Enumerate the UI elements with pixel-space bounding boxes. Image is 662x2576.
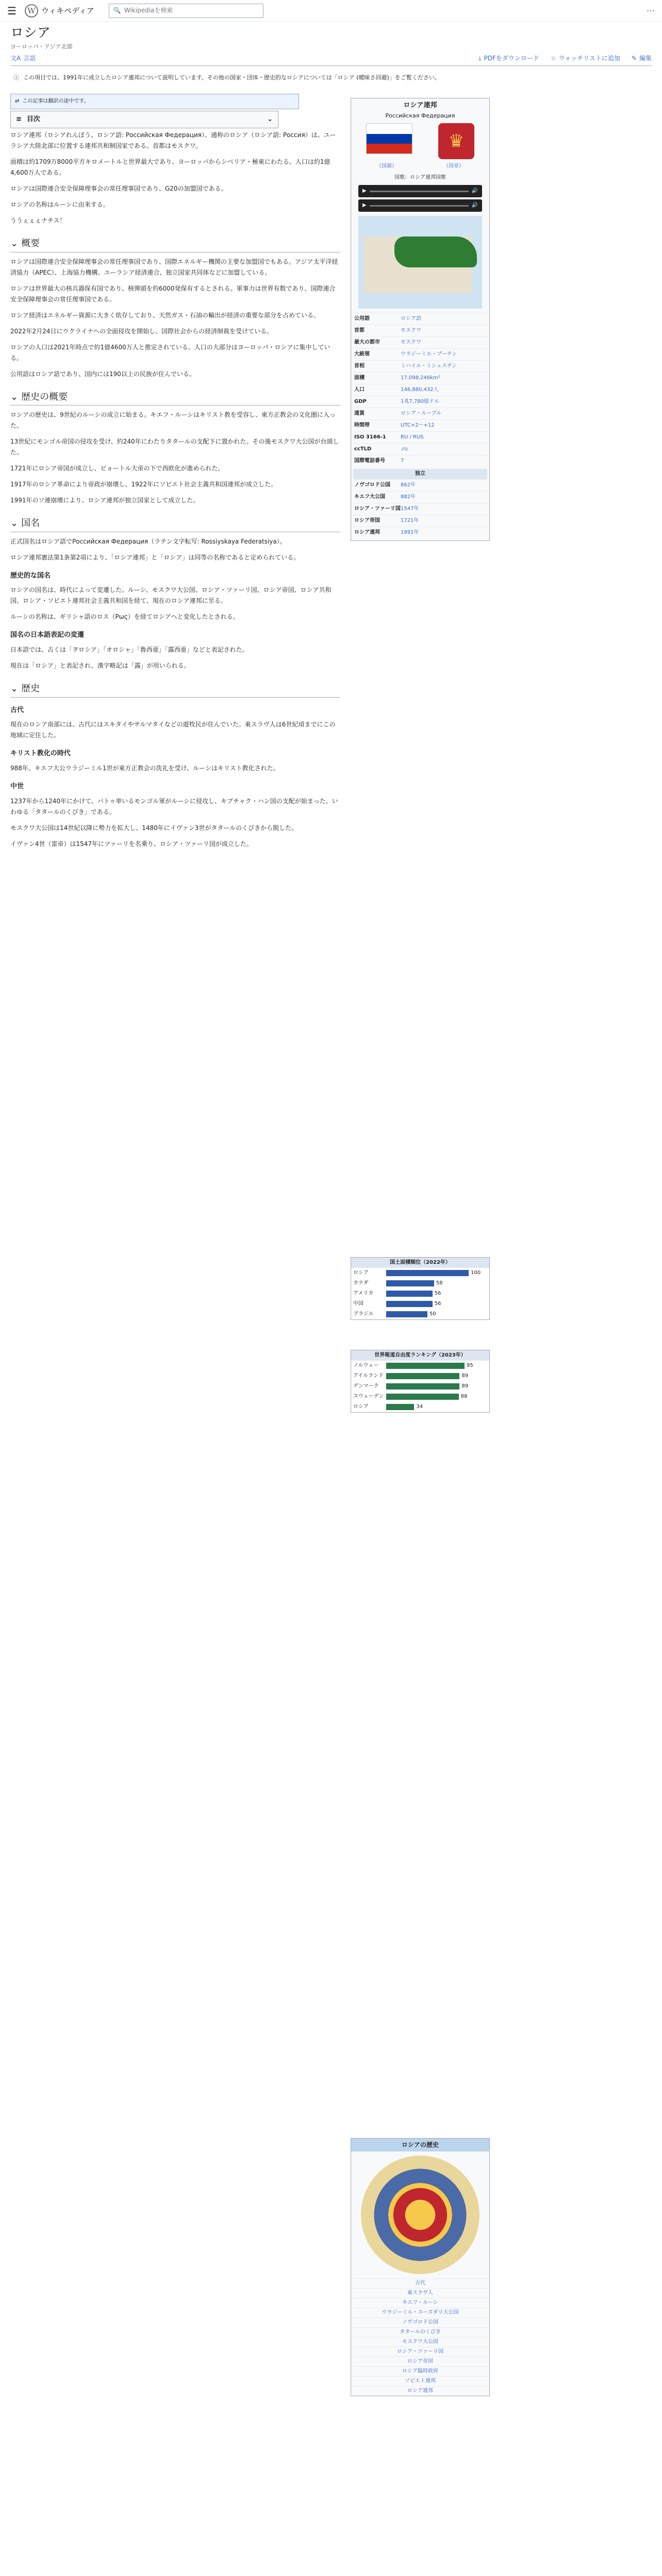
- infobox-row-label: 首都: [354, 328, 365, 334]
- ranking-bar: [386, 1301, 433, 1307]
- ranking-value: 50: [429, 1311, 436, 1317]
- infobox-row: [353, 503, 487, 515]
- emblem-caption[interactable]: （国章）: [443, 163, 464, 170]
- flag-image[interactable]: [366, 123, 412, 154]
- infobox-row-label: ロシア連邦: [354, 530, 380, 536]
- paragraph: ロシアの国名は、時代によって変遷した。ルーシ、モスクワ大公国、ロシア・ツァーリ国、ロシア帝国、ロシア共和国、ロシア・ソビエト連邦社会主義共和国を経て、現在のロシア連邦に至る。: [10, 586, 332, 605]
- subsection-heading-kievan: キリスト教化の時代: [10, 750, 71, 758]
- ranking-bar: [386, 1311, 427, 1317]
- infobox-row: [353, 313, 487, 325]
- ranking-country[interactable]: ロシア: [353, 1270, 369, 1276]
- ranking-country[interactable]: カナダ: [353, 1280, 369, 1286]
- site-name: ウィキペディア: [41, 6, 94, 15]
- infobox-row-value[interactable]: 17,098,246km²: [401, 375, 440, 381]
- independence-header: 独立: [353, 469, 487, 479]
- infobox-row-value[interactable]: ウラジーミル・プーチン: [401, 351, 457, 358]
- infobox-row: [353, 348, 487, 360]
- history-box-title: ロシアの歴史: [351, 2139, 489, 2151]
- info-icon: ⓘ: [13, 74, 19, 81]
- infobox-rows: [353, 313, 487, 467]
- infobox-row: [353, 431, 487, 443]
- infobox-row: [353, 479, 487, 491]
- search-placeholder: Wikipediaを検索: [124, 6, 173, 14]
- ranking-country[interactable]: アイルランド: [353, 1373, 384, 1379]
- volume-icon[interactable]: 🔊: [471, 188, 478, 194]
- more-icon[interactable]: ⋯: [647, 5, 655, 15]
- pdf-download-button[interactable]: ⤓ PDFをダウンロード: [478, 54, 539, 63]
- history-box-link[interactable]: タタールのくびき: [351, 2327, 489, 2337]
- infobox-row-value[interactable]: 1991年: [401, 530, 419, 536]
- history-box-link[interactable]: ウラジーミル・スーズダリ大公国: [351, 2308, 489, 2317]
- ranking-value: 58: [436, 1280, 443, 1286]
- infobox-row-value[interactable]: 882年: [401, 494, 416, 500]
- country-infobox: [351, 98, 490, 541]
- disambiguation-notice: ⓘ この項目では、1991年に成立したロシア連邦について説明しています。その他の国家・団体・歴史的なロシアについては「ロシア (曖昧さ回避)」をご覧ください。: [10, 71, 652, 84]
- page-title: ロシア: [10, 25, 51, 41]
- ranking-row: [351, 1268, 489, 1278]
- infobox-row-value[interactable]: 862年: [401, 482, 416, 488]
- edit-button[interactable]: ✎ 編集: [632, 54, 652, 63]
- intro-paragraph: ロシア連邦（ロシアれんぽう、ロシア語: Российская Федерация）、通称のロシア（ロシア語: Россия）は、ユーラシア大陸北部に位置する連邦共和制国家である。首都はモスクワ。: [10, 131, 336, 149]
- ranking-country[interactable]: アメリカ: [353, 1291, 374, 1296]
- ranking-row: [351, 1371, 489, 1381]
- wikipedia-globe-icon: W: [25, 4, 38, 18]
- list-icon: ≡: [16, 115, 22, 123]
- download-icon: ⤓: [478, 54, 482, 62]
- languages-button[interactable]: 文A 言語: [10, 54, 36, 63]
- ranking-bar: [386, 1270, 469, 1276]
- pencil-icon: ✎: [631, 54, 637, 62]
- paragraph: ロシアの人口は2021年時点で約1億4600万人と推定されている。人口の大部分はヨーロッパ・ロシアに集中している。: [10, 343, 330, 362]
- search-icon: 🔍: [113, 6, 121, 14]
- infobox-row: [353, 384, 487, 396]
- ranking-row: [351, 1289, 489, 1299]
- chevron-icon: ⌄: [10, 391, 19, 402]
- infobox-row-value[interactable]: UTC+2～+12: [401, 422, 435, 429]
- history-box-link[interactable]: モスクワ大公国: [351, 2337, 489, 2347]
- ranking-value: 89: [461, 1373, 469, 1379]
- infobox-row-value[interactable]: モスクワ: [401, 328, 421, 334]
- ranking-bar: [386, 1383, 459, 1389]
- chevron-down-icon: ⌄: [267, 115, 273, 123]
- infobox-row-label: キエフ大公国: [354, 494, 385, 500]
- translate-icon: ⇄: [15, 98, 20, 104]
- paragraph: イヴァン4世（雷帝）は1547年にツァーリを名乗り、ロシア・ツァーリ国が成立した。: [10, 840, 253, 848]
- location-map[interactable]: [358, 216, 482, 309]
- search-input[interactable]: [109, 4, 263, 18]
- title-block: [10, 25, 652, 51]
- ranking-row: [351, 1392, 489, 1402]
- paragraph: ルーシの名称は、ギリシャ語のロス（Ρως）を経てロシアへと変化したとされる。: [10, 613, 239, 621]
- section-heading-country-name[interactable]: ⌄ 国名: [10, 515, 340, 532]
- infobox-row-label: GDP: [354, 399, 367, 405]
- table-of-contents[interactable]: ≡ 目次 ⌄: [10, 111, 278, 128]
- infobox-row-label: 大統領: [354, 351, 370, 358]
- play-icon[interactable]: ▶: [362, 202, 367, 209]
- infobox-row-label: ロシア・ツァーリ国: [354, 506, 401, 512]
- ranking-value: 88: [460, 1394, 468, 1399]
- infobox-row-label: ISO 3166-1: [354, 434, 386, 440]
- paragraph: 現在は「ロシア」と表記され、漢字略記は「露」が用いられる。: [10, 662, 190, 669]
- section-heading-history-overview[interactable]: ⌄ 歴史の概要: [10, 389, 340, 406]
- history-box-link[interactable]: ロシア・ツァーリ国: [351, 2347, 489, 2357]
- paragraph: 日本語では、古くは「ヲロシア」「オロシャ」「魯西亜」「露西亜」などと表記された。: [10, 646, 249, 653]
- audio-player[interactable]: [358, 185, 482, 197]
- history-box-link[interactable]: ロシア臨時政府: [351, 2366, 489, 2376]
- ranking-bar: [386, 1291, 433, 1297]
- audio-progress[interactable]: [370, 205, 469, 207]
- paragraph: ロシア経済はエネルギー資源に大きく依存しており、天然ガス・石油の輸出が経済の重要な部分を占めている。: [10, 311, 320, 319]
- infobox-row-label: 最大の都市: [354, 340, 380, 346]
- paragraph: モスクワ大公国は14世紀以降に勢力を拡大し、1480年にイヴァン3世がタタールのくびきから脱した。: [10, 824, 298, 832]
- ranking-value: 34: [416, 1404, 423, 1410]
- infobox-row-value[interactable]: 1721年: [401, 518, 419, 524]
- infobox-row: [353, 408, 487, 419]
- history-box-link[interactable]: ノヴゴロド公国: [351, 2317, 489, 2327]
- language-icon: 文A: [10, 54, 21, 62]
- article-body: [10, 130, 340, 855]
- paragraph: ロシアの歴史は、9世紀のルーシの成立に始まる。キエフ・ルーシはキリスト教を受容し、東方正教会の文化圏に入った。: [10, 411, 336, 429]
- imperial-emblem-image[interactable]: [361, 2156, 479, 2274]
- chevron-icon: ⌄: [10, 518, 19, 529]
- infobox-row-label: 国際電話番号: [354, 458, 385, 464]
- infobox-row: [353, 527, 487, 538]
- infobox-title: ロシア連邦: [403, 101, 437, 109]
- subsection-heading-ancient: 古代: [10, 706, 24, 714]
- star-icon: ☆: [550, 54, 556, 62]
- infobox-row-value[interactable]: ロシア語: [401, 316, 421, 322]
- infobox-row-value[interactable]: 7: [401, 458, 404, 464]
- site-logo[interactable]: [25, 4, 94, 18]
- paragraph: 988年、キエフ大公ウラジーミル1世が東方正教会の洗礼を受け、ルーシはキリスト教化された。: [10, 765, 279, 772]
- infobox-row-value[interactable]: 146,880,432人: [401, 387, 439, 393]
- infobox-row-label: 面積: [354, 375, 365, 381]
- ranking-value: 100: [471, 1270, 481, 1276]
- history-box-link[interactable]: ロシア帝国: [351, 2357, 489, 2366]
- watchlist-button[interactable]: ☆ ウォッチリストに追加: [551, 54, 620, 63]
- paragraph: 公用語はロシア語であり、国内には190以上の民族が住んでいる。: [10, 370, 195, 378]
- infobox-row: [353, 455, 487, 467]
- independence-rows: [353, 479, 487, 538]
- ranking-country[interactable]: ノルウェー: [353, 1363, 379, 1368]
- paragraph: 正式国名はロシア語でРоссийская Федерация（ラテン文字転写: Rossiyskaya Federatsiya）。: [10, 537, 286, 545]
- infobox-row: [353, 491, 487, 503]
- page-toolbar: [10, 52, 652, 66]
- infobox-row-value[interactable]: ロシア・ルーブル: [401, 411, 442, 417]
- paragraph: ロシアは国際連合安全保障理事会の常任理事国であり、国際エネルギー機関の主要な加盟国でもある。アジア太平洋経済協力（APEC）、上海協力機構、ユーラシア経済連合、独立国家共同体などに加盟している。: [10, 258, 338, 276]
- top-header: [0, 0, 662, 22]
- infobox-row-value[interactable]: RU / RUS: [401, 434, 424, 440]
- ranking-value: 95: [467, 1363, 473, 1368]
- ranking-country[interactable]: 中国: [353, 1301, 363, 1307]
- ranking-row: [351, 1361, 489, 1371]
- infobox-row-label: 通貨: [354, 411, 365, 417]
- ranking-row: [351, 1299, 489, 1309]
- ranking-bar: [386, 1373, 459, 1379]
- ranking-bar: [386, 1280, 434, 1286]
- chevron-icon: ⌄: [10, 238, 19, 249]
- infobox-row: [353, 443, 487, 455]
- paragraph: 1721年にロシア帝国が成立し、ピョートル大帝の下で西欧化が進められた。: [10, 465, 224, 472]
- infobox-row: [353, 372, 487, 384]
- intro-paragraph: 面積は約1709万8000平方キロメートルと世界最大であり、ヨーロッパからシベリア・極東にわたる。人口は約1億4,600万人である。: [10, 158, 330, 176]
- area-ranking-box: [351, 1257, 490, 1320]
- ranking-row: [351, 1278, 489, 1289]
- subsection-heading-historical-names: 歴史的な国名: [10, 571, 51, 580]
- menu-icon[interactable]: ☰: [7, 4, 16, 17]
- paragraph: ロシア連邦憲法第1条第2項により、「ロシア連邦」と「ロシア」は同等の名称であると定められている。: [10, 553, 300, 561]
- infobox-row-label: 首相: [354, 363, 365, 369]
- ranking-country[interactable]: デンマーク: [353, 1383, 379, 1389]
- paragraph: 13世紀にモンゴル帝国の侵攻を受け、約240年にわたりタタールの支配下に置かれた。その後モスクワ大公国が台頭した。: [10, 438, 339, 456]
- intro-paragraph: ううぇぇぇナチス！: [10, 217, 66, 224]
- ranking-country[interactable]: ブラジル: [353, 1311, 374, 1317]
- section-heading-overview[interactable]: ⌄ 概要: [10, 235, 340, 252]
- infobox-row-value[interactable]: ミハイル・ミシュスチン: [401, 363, 457, 369]
- intro-paragraph: ロシアの名称はルーシに由来する。: [10, 201, 109, 208]
- audio-progress[interactable]: [370, 191, 469, 192]
- infobox-row-value[interactable]: .ru: [401, 446, 408, 452]
- paragraph: 1917年のロシア革命により帝政が崩壊し、1922年にソビエト社会主義共和国連邦が成立した。: [10, 481, 277, 488]
- chevron-icon: ⌄: [10, 683, 19, 694]
- infobox-row: [353, 419, 487, 431]
- coat-of-arms-icon[interactable]: ♛: [438, 123, 474, 159]
- ranking-bar: [386, 1394, 459, 1400]
- anthem-label: 国歌：ロシア連邦国歌: [394, 175, 446, 181]
- infobox-row: [353, 336, 487, 348]
- paragraph: 1991年のソ連崩壊により、ロシア連邦が独立国家として成立した。: [10, 497, 200, 504]
- history-box-link[interactable]: 東スラヴ人: [351, 2288, 489, 2298]
- infobox-row-value[interactable]: 1547年: [401, 506, 419, 512]
- ranking-title: 世界報道自由度ランキング（2023年）: [351, 1350, 489, 1361]
- infobox-row: [353, 515, 487, 527]
- paragraph: ロシアは世界最大の核兵器保有国であり、核弾頭を約6000発保有するとされる。軍事力は世界有数であり、国際連合安全保障理事会の常任理事国である。: [10, 284, 336, 303]
- history-navbox: [351, 2138, 490, 2396]
- intro-paragraph: ロシアは国際連合安全保障理事会の常任理事国であり、G20の加盟国である。: [10, 185, 227, 192]
- infobox-row: [353, 396, 487, 408]
- play-icon[interactable]: ▶: [362, 188, 367, 194]
- history-box-link[interactable]: ロシア連邦: [351, 2386, 489, 2396]
- ranking-bar: [386, 1363, 465, 1369]
- infobox-row-label: 公用語: [354, 316, 370, 322]
- press-freedom-ranking-box: [351, 1350, 490, 1413]
- ranking-country[interactable]: スウェーデン: [353, 1394, 384, 1399]
- ranking-value: 89: [461, 1383, 469, 1389]
- ranking-row: [351, 1309, 489, 1319]
- history-box-link[interactable]: ソビエト連邦: [351, 2376, 489, 2386]
- page-subtitle: ヨーロッパ・アジア北部: [10, 43, 73, 50]
- history-box-link[interactable]: キエフ・ルーシ: [351, 2298, 489, 2308]
- infobox-row-label: 時間帯: [354, 422, 370, 429]
- infobox-row-value[interactable]: モスクワ: [401, 340, 421, 346]
- ranking-row: [351, 1402, 489, 1412]
- ranking-title: 国土面積順位（2022年）: [351, 1258, 489, 1268]
- ranking-row: [351, 1381, 489, 1392]
- infobox-row: [353, 360, 487, 372]
- volume-icon[interactable]: 🔊: [471, 202, 478, 209]
- audio-player[interactable]: [358, 199, 482, 212]
- infobox-row-value[interactable]: 1兆7,780億ドル: [401, 399, 439, 405]
- infobox-row-label: ロシア帝国: [354, 518, 380, 524]
- paragraph: 2022年2月24日にウクライナへの全面侵攻を開始し、国際社会からの経済制裁を受けている。: [10, 327, 273, 335]
- translation-hatnote: ⇄ この記事は翻訳の途中です。: [10, 94, 299, 109]
- infobox-row-label: ノヴゴロド公国: [354, 482, 390, 488]
- infobox-subtitle: Российская Федерация: [385, 112, 455, 119]
- subsection-heading-medieval: 中世: [10, 783, 24, 790]
- subsection-heading-japanese-names: 国名の日本語表記の変遷: [10, 631, 85, 639]
- ranking-value: 56: [434, 1291, 441, 1296]
- paragraph: 1237年から1240年にかけて、バトゥ率いるモンゴル軍がルーシに侵攻し、キプチャク・ハン国の支配が始まった。いわゆる「タタールのくびき」である。: [10, 797, 338, 816]
- ranking-bar: [386, 1404, 414, 1410]
- ranking-value: 56: [434, 1301, 441, 1307]
- infobox-row: [353, 325, 487, 336]
- history-box-link[interactable]: 古代: [351, 2278, 489, 2288]
- section-heading-history[interactable]: ⌄ 歴史: [10, 681, 340, 698]
- ranking-country[interactable]: ロシア: [353, 1404, 369, 1410]
- infobox-row-label: ccTLD: [354, 446, 372, 452]
- flag-caption[interactable]: （国旗）: [376, 163, 397, 170]
- infobox-row-label: 人口: [354, 387, 365, 393]
- paragraph: 現在のロシア南部には、古代にはスキタイやサルマタイなどの遊牧民が住んでいた。東スラヴ人は6世紀頃までにこの地域に定住した。: [10, 721, 336, 739]
